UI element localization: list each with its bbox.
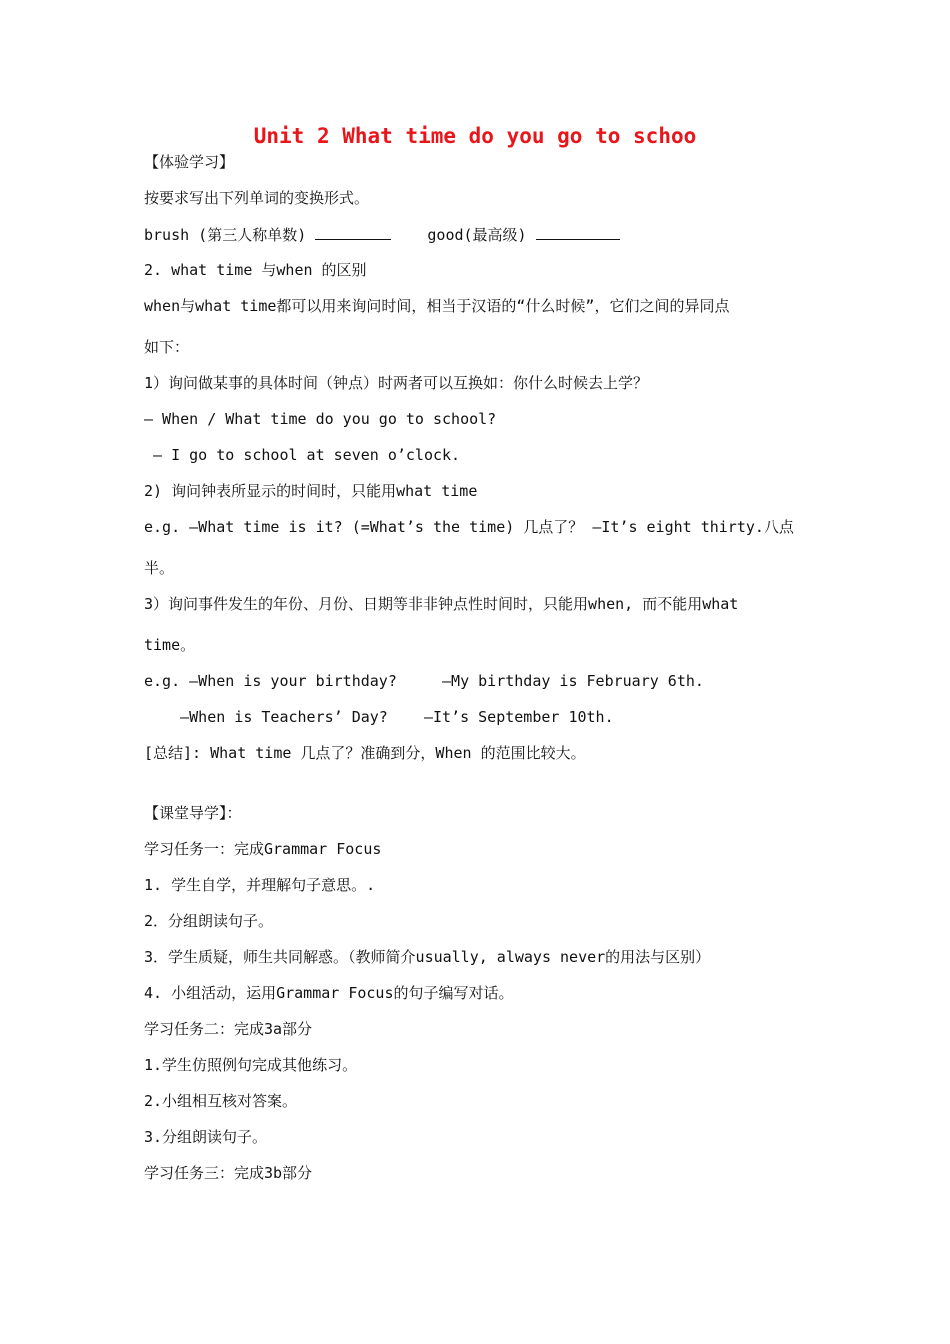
list-item: 1.学生仿照例句完成其他练习。 (144, 1056, 358, 1074)
list-item: 2.小组相互核对答案。 (144, 1092, 298, 1110)
answer-blank-brush[interactable] (315, 224, 391, 240)
text-line: 3）询问事件发生的年份、月份、日期等非非钟点性时间时，只能用when, 而不能用what (144, 595, 739, 613)
answer-blank-good[interactable] (536, 224, 620, 240)
list-item: 1. 学生自学，并理解句子意思。. (144, 876, 376, 894)
text-line: e.g. —What time is it? (=What’s the time) 几点了？ —It’s eight thirty.八点 (144, 518, 794, 536)
text-line: 半。 (144, 559, 175, 577)
text-line: — I go to school at seven o’clock. (144, 446, 461, 464)
instruction-line: 按要求写出下列单词的变换形式。 (144, 189, 370, 207)
text-line: 如下： (144, 338, 190, 356)
list-item: 3.分组朗读句子。 (144, 1128, 268, 1146)
text-line: 2) 询问钟表所显示的时间时，只能用what time (144, 482, 478, 500)
text-line: e.g. —When is your birthday? —My birthday is February 6th. (144, 672, 704, 690)
section-heading-classroom: 【课堂导学】： (144, 804, 242, 822)
text-line: time。 (144, 636, 196, 654)
list-item: 2．分组朗读句子。 (144, 912, 274, 930)
list-item: 4. 小组活动，运用Grammar Focus的句子编写对话。 (144, 984, 514, 1002)
text-line: 2. what time 与when 的区别 (144, 261, 367, 279)
task-heading: 学习任务一：完成Grammar Focus (144, 840, 382, 858)
list-item: 3．学生质疑，师生共同解惑。（教师简介usually, always never的用法与区别） (144, 948, 711, 966)
task-heading: 学习任务二：完成3a部分 (144, 1020, 313, 1038)
task-heading: 学习任务三：完成3b部分 (144, 1164, 313, 1182)
exercise-brush-label: brush (第三人称单数) (144, 226, 316, 244)
document-title: Unit 2 What time do you go to schoo (253, 124, 697, 148)
text-line: —When is Teachers’ Day? —It’s September 10th. (144, 708, 614, 726)
text-line: 1）询问做某事的具体时间（钟点）时两者可以互换如：你什么时候去上学？ (144, 374, 649, 392)
exercise-line (144, 224, 620, 245)
text-line: when与what time都可以用来询问时间，相当于汉语的“什么时候”，它们之间的异同点 (144, 297, 730, 315)
summary-line: [总结]: What time 几点了？准确到分，When 的范围比较大。 (144, 744, 586, 762)
text-line: — When / What time do you go to school? (144, 410, 497, 428)
exercise-good-label: good(最高级) (391, 226, 536, 244)
section-heading-experience: 【体验学习】 (144, 153, 235, 171)
